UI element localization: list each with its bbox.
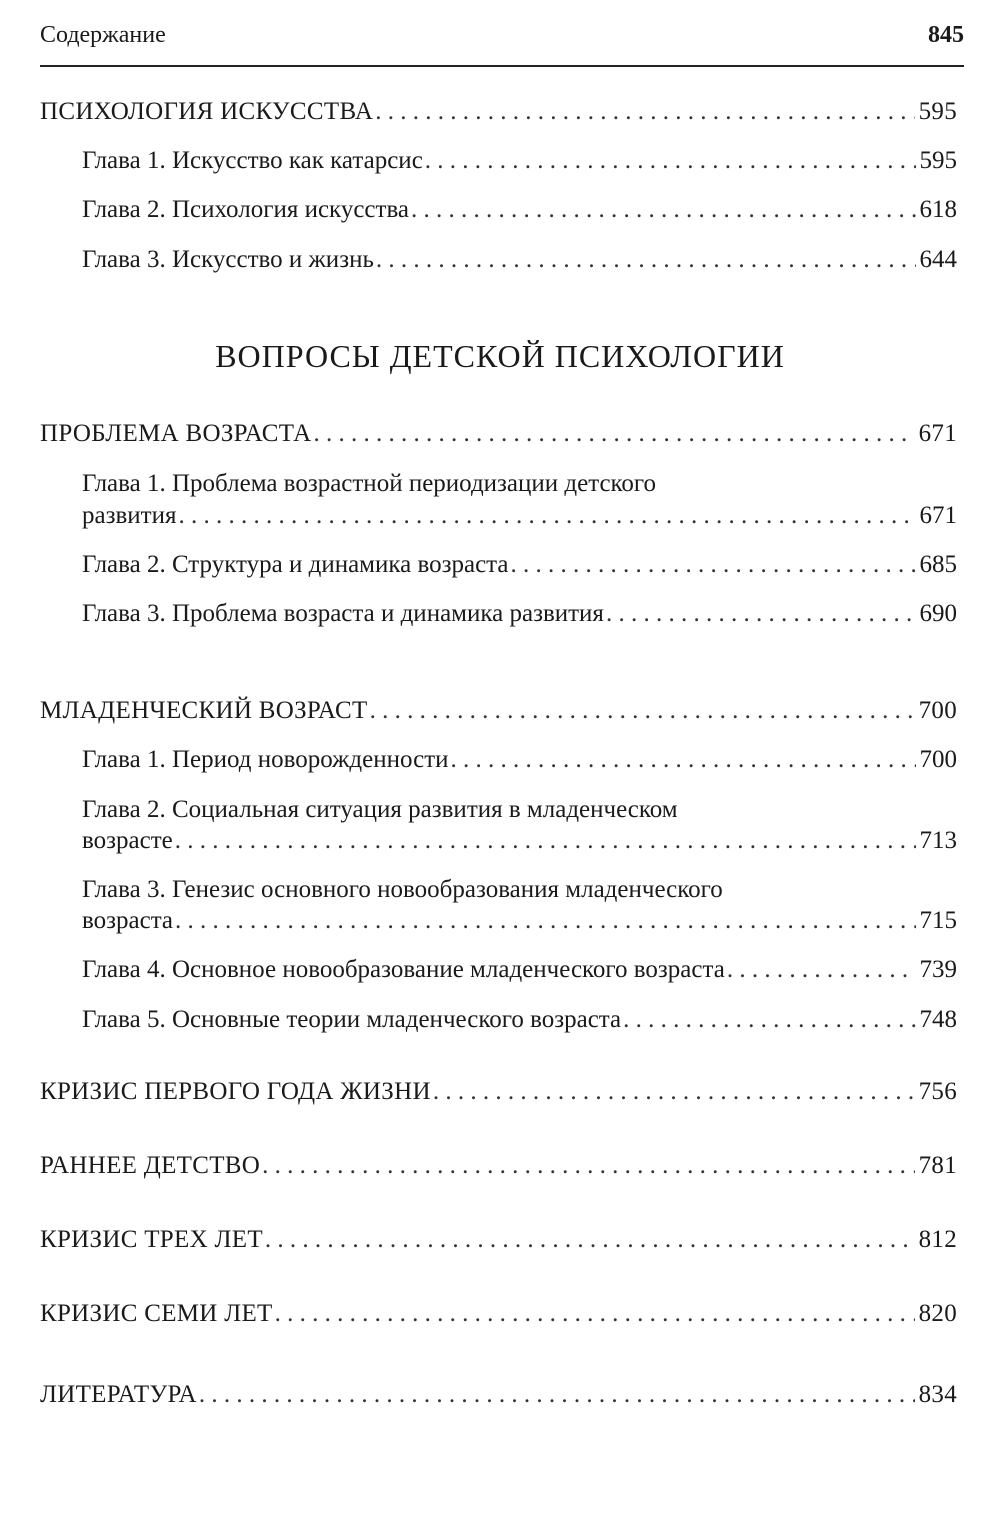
toc-chapter[interactable]: [82, 500, 957, 532]
toc-title: КРИЗИС ПЕРВОГО ГОДА ЖИЗНИ: [40, 1078, 431, 1105]
toc-chapter[interactable]: [82, 825, 957, 857]
dot-leader: [623, 1004, 915, 1036]
toc-section[interactable]: [40, 96, 957, 128]
toc-page: 834: [918, 1381, 957, 1408]
toc-chapter-line1[interactable]: Глава 1. Проблема возрастной периодизации детского: [82, 470, 657, 497]
page-number: 845: [928, 22, 964, 48]
toc-title: ЛИТЕРАТУРА: [40, 1381, 197, 1408]
toc-page: 715: [919, 907, 957, 934]
dot-leader: [275, 1298, 915, 1330]
toc-page: 713: [919, 827, 957, 854]
dot-leader: [451, 744, 916, 776]
toc-page: 595: [919, 147, 957, 174]
toc-section[interactable]: [40, 1379, 957, 1411]
toc-section[interactable]: [40, 1150, 957, 1182]
toc-page: 671: [919, 502, 957, 529]
toc-page: 781: [918, 1152, 957, 1179]
dot-leader: [425, 145, 916, 177]
dot-leader: [178, 500, 915, 532]
dot-leader: [199, 1379, 915, 1411]
part-heading: ВОПРОСЫ ДЕТСКОЙ ПСИХОЛОГИИ: [215, 338, 785, 374]
toc-page: 644: [919, 246, 957, 273]
dot-leader: [175, 905, 915, 937]
toc-page: 700: [919, 746, 957, 773]
toc-chapter[interactable]: [82, 954, 957, 986]
toc-title: КРИЗИС ТРЕХ ЛЕТ: [40, 1226, 263, 1253]
toc-title: КРИЗИС СЕМИ ЛЕТ: [40, 1300, 273, 1327]
toc-section[interactable]: [40, 1076, 957, 1108]
toc-title: ПРОБЛЕМА ВОЗРАСТА: [40, 420, 312, 447]
dot-leader: [376, 244, 916, 276]
toc-chapter-line1[interactable]: Глава 3. Генезис основного новообразования младенческого: [82, 876, 723, 903]
toc-title: Глава 1. Искусство как катарсис: [82, 147, 423, 174]
toc-chapter[interactable]: [82, 145, 957, 177]
toc-page: 685: [919, 551, 957, 578]
toc-chapter[interactable]: [82, 244, 957, 276]
toc-page: 618: [919, 196, 957, 223]
toc-chapter[interactable]: [82, 598, 957, 630]
toc-chapter-line1[interactable]: Глава 2. Социальная ситуация развития в младенческом: [82, 796, 678, 823]
dot-leader: [606, 598, 916, 630]
toc-section[interactable]: [40, 418, 957, 450]
dot-leader: [511, 549, 916, 581]
dot-leader: [727, 954, 916, 986]
toc-title: возраста: [82, 907, 174, 934]
dot-leader: [375, 96, 914, 128]
toc-page: 739: [919, 956, 957, 983]
toc-title: Глава 1. Период новорожденности: [82, 746, 449, 773]
toc-title: РАННЕЕ ДЕТСТВО: [40, 1152, 261, 1179]
dot-leader: [411, 194, 915, 226]
toc-page: 812: [918, 1226, 957, 1253]
toc-title: возрасте: [82, 827, 173, 854]
toc-title: Глава 2. Психология искусства: [82, 196, 410, 223]
dot-leader: [313, 418, 914, 450]
dot-leader: [265, 1224, 915, 1256]
dot-leader: [433, 1076, 915, 1108]
toc-chapter[interactable]: [82, 905, 957, 937]
toc-chapter[interactable]: [82, 744, 957, 776]
toc-page: 756: [918, 1078, 957, 1105]
toc-chapter[interactable]: [82, 194, 957, 226]
toc-section[interactable]: [40, 1298, 957, 1330]
toc-page: 595: [918, 98, 957, 125]
dot-leader: [370, 695, 915, 727]
toc-page: 700: [918, 697, 957, 724]
toc-section[interactable]: [40, 1224, 957, 1256]
toc-title: Глава 5. Основные теории младенческого возраста: [82, 1006, 622, 1033]
toc-title: развития: [82, 502, 177, 529]
toc-title: ПСИХОЛОГИЯ ИСКУССТВА: [40, 98, 374, 125]
toc-title: МЛАДЕНЧЕСКИЙ ВОЗРАСТ: [40, 697, 368, 724]
toc-page: 820: [918, 1300, 957, 1327]
toc-title: Глава 2. Структура и динамика возраста: [82, 551, 509, 578]
toc-chapter[interactable]: [82, 549, 957, 581]
header-rule: [40, 65, 964, 67]
dot-leader: [175, 825, 916, 857]
toc-page: 690: [919, 600, 957, 627]
toc-title: Глава 4. Основное новообразование младенческого возраста: [82, 956, 725, 983]
toc-page: 748: [919, 1006, 957, 1033]
toc-chapter[interactable]: [82, 1004, 957, 1036]
running-header-title: Содержание: [40, 22, 166, 48]
toc-title: Глава 3. Проблема возраста и динамика развития: [82, 600, 604, 627]
toc-section[interactable]: [40, 695, 957, 727]
dot-leader: [262, 1150, 914, 1182]
toc-page: 671: [918, 420, 957, 447]
toc-title: Глава 3. Искусство и жизнь: [82, 246, 374, 273]
